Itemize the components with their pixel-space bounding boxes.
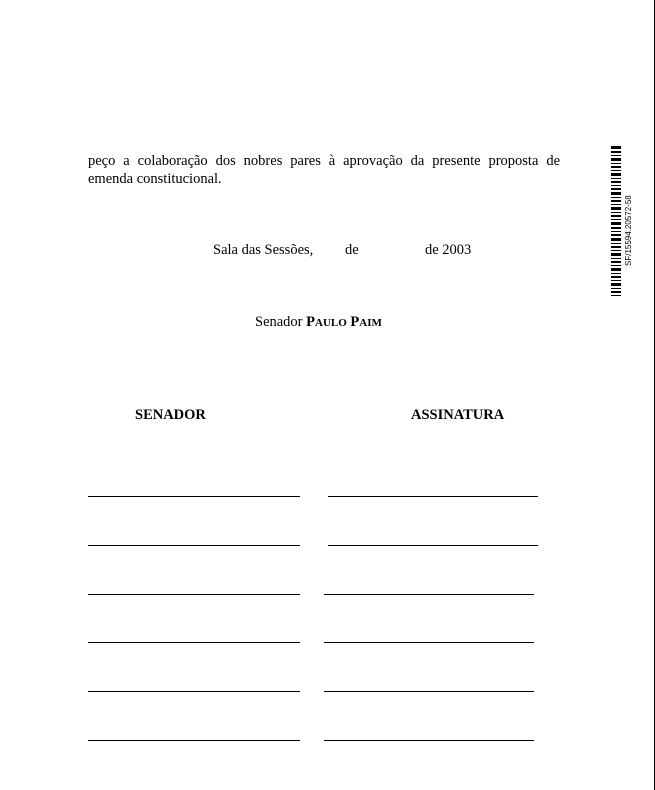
senador-line-3 [88,594,300,596]
signatory-last-initial: P [350,314,360,330]
signatory-first-rest: AULO [315,317,347,329]
senador-line-4 [88,642,300,644]
signatory-first-initial: P [306,314,315,330]
closing-year: de 2003 [425,242,472,258]
senador-line-2 [88,545,300,547]
assinatura-line-4 [324,642,534,644]
assinatura-line-1 [328,496,538,498]
closing-place: Sala das Sessões, [213,242,314,258]
assinatura-line-3 [324,594,534,596]
column-header-senador: SENADOR [135,407,206,423]
assinatura-line-5 [324,691,534,693]
barcode-code: SF/15594.20572-58 [624,195,633,266]
signatory-title: Senador [255,314,303,330]
senador-line-1 [88,496,300,498]
barcode-icon [611,146,621,296]
assinatura-line-6 [324,740,534,742]
column-header-assinatura: ASSINATURA [411,407,505,423]
signatory [255,314,382,331]
body-paragraph: peço a colaboração dos nobres pares à aprovação da presente proposta de emenda constitucional. [88,153,560,187]
signatory-last-rest: AIM [359,317,382,329]
senador-line-5 [88,691,300,693]
assinatura-line-2 [328,545,538,547]
senador-line-6 [88,740,300,742]
closing-de: de [345,242,359,258]
